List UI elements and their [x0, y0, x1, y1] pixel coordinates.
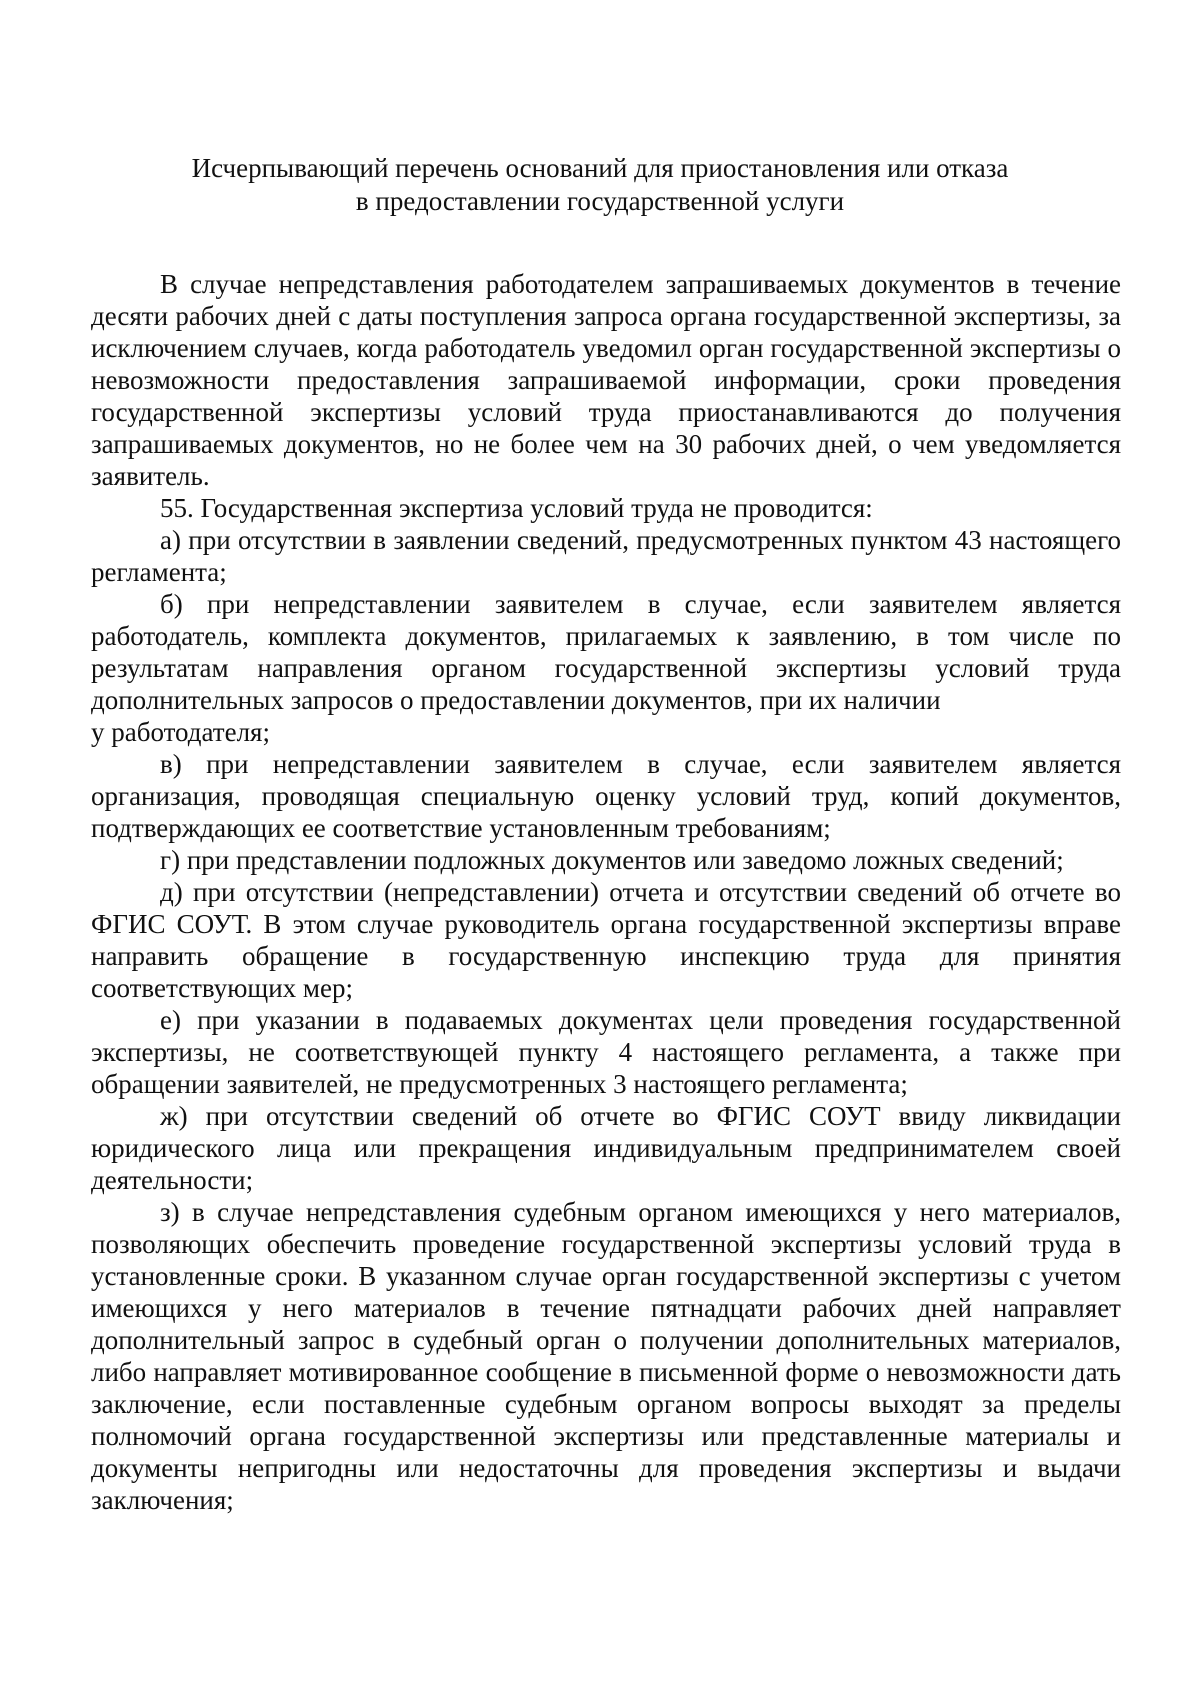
document-title	[0, 152, 1200, 218]
paragraph-item-a: а) при отсутствии в заявлении сведений, предусмотренных пунктом 43 настоящего регламента;	[91, 525, 1121, 587]
paragraph-item-e: е) при указании в подаваемых документах цели проведения государственной экспертизы, не соответствующей пункту 4 настоящего регламента, а также при обращении заявителей, не предусмотренных 3 настоящего регламента;	[91, 1005, 1121, 1099]
paragraph-item-b-continuation: у работодателя;	[91, 717, 270, 747]
document-body	[91, 268, 1121, 1516]
paragraph-item-g: г) при представлении подложных документов или заведомо ложных сведений;	[160, 845, 1064, 875]
title-line-1: Исчерпывающий перечень оснований для приостановления или отказа	[191, 153, 1009, 183]
title-line-2: в предоставлении государственной услуги	[355, 186, 845, 216]
paragraph-item-d: д) при отсутствии (непредставлении) отчета и отсутствии сведений об отчете во ФГИС СОУТ. В этом случае руководитель органа государственной экспертизы вправе направить обращение в государственную инспекцию труда для принятия соответствующих мер;	[91, 877, 1121, 1003]
paragraph-item-v: в) при непредставлении заявителем в случае, если заявителем является организация, проводящая специальную оценку условий труд, копий документов, подтверждающих ее соответствие установленным требованиям;	[91, 749, 1121, 843]
paragraph-item-b: б) при непредставлении заявителем в случае, если заявителем является работодатель, комплекта документов, прилагаемых к заявлению, в том числе по результатам направления органом государственной экспертизы условий труда дополнительных запросов о предоставлении документов, при их наличии	[91, 589, 1121, 715]
paragraph-item-z: з) в случае непредставления судебным органом имеющихся у него материалов, позволяющих обеспечить проведение государственной экспертизы условий труда в установленные сроки. В указанном случае орган государственной экспертизы с учетом имеющихся у него материалов в течение пятнадцати рабочих дней направляет дополнительный запрос в судебный орган о получении дополнительных материалов, либо направляет мотивированное сообщение в письменной форме о невозможности дать заключение, если поставленные судебным органом вопросы выходят за пределы полномочий органа государственной экспертизы или представленные материалы и документы непригодны или недостаточны для проведения экспертизы и выдачи заключения;	[91, 1197, 1121, 1515]
paragraph-suspension: В случае непредставления работодателем запрашиваемых документов в течение десяти рабочих дней с даты поступления запроса органа государственной экспертизы, за исключением случаев, когда работодатель уведомил орган государственной экспертизы о невозможности предоставления запрашиваемой информации, сроки проведения государственной экспертизы условий труда приостанавливаются до получения запрашиваемых документов, но не более чем на 30 рабочих дней, о чем уведомляется заявитель.	[91, 269, 1121, 491]
paragraph-item-zh: ж) при отсутствии сведений об отчете во ФГИС СОУТ ввиду ликвидации юридического лица или прекращения индивидуальным предпринимателем своей деятельности;	[91, 1101, 1121, 1195]
paragraph-55-heading: 55. Государственная экспертиза условий труда не проводится:	[160, 493, 873, 523]
